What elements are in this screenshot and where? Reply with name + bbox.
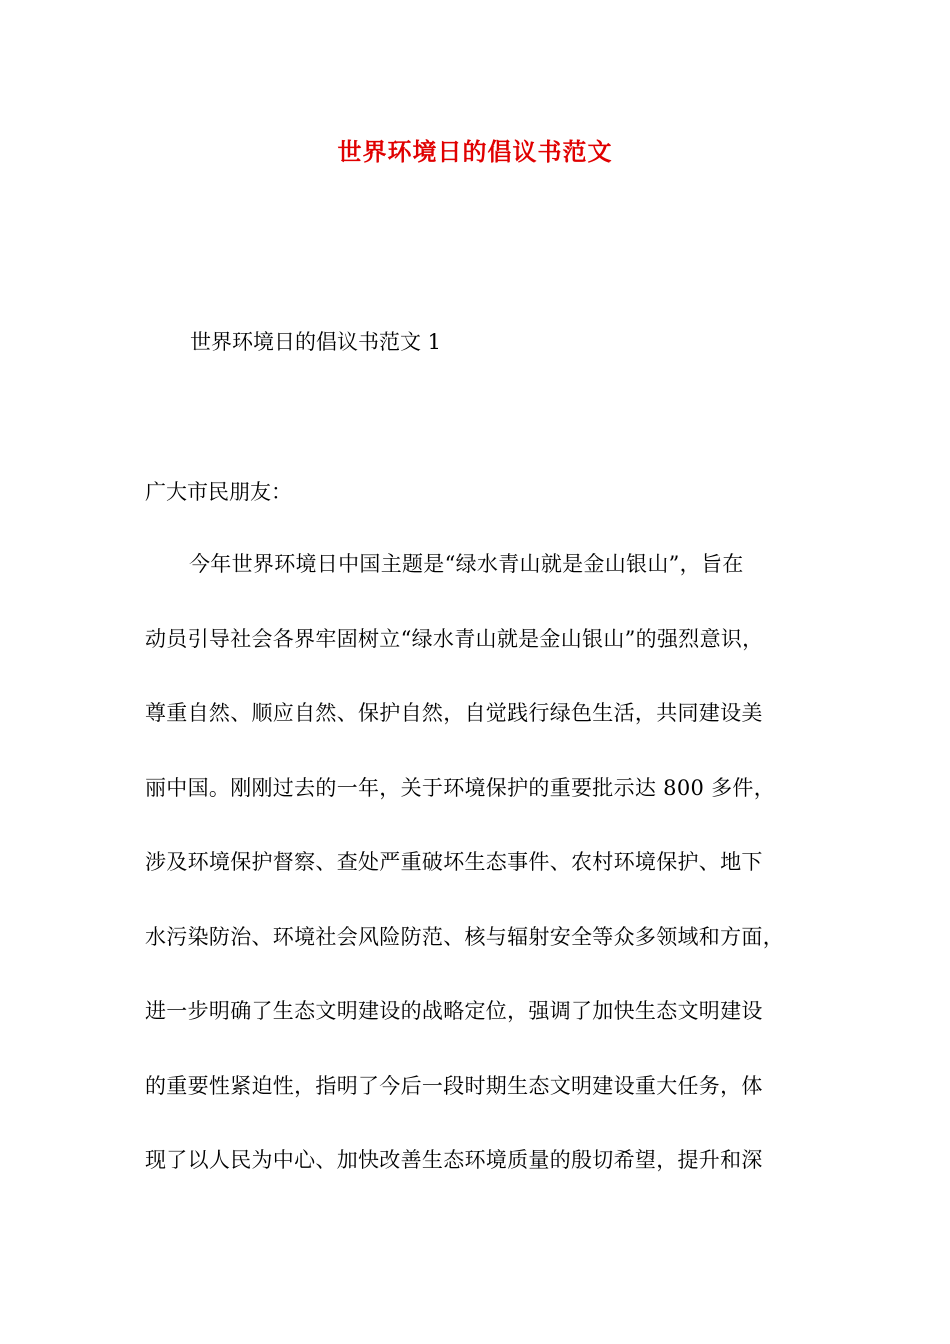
salutation: 广大市民朋友： — [145, 480, 292, 504]
paragraph-line: 进一步明确了生态文明建设的战略定位，强调了加快生态文明建设 — [145, 999, 763, 1023]
paragraph-line: 的重要性紧迫性，指明了今后一段时期生态文明建设重大任务，体 — [145, 1073, 763, 1098]
document-title: 世界环境日的倡议书范文 — [337, 137, 613, 166]
paragraph-line: 水污染防治、环境社会风险防范、核与辐射安全等众多领域和方面， — [145, 924, 784, 949]
paragraph-line: 动员引导社会各界牢固树立“绿水青山就是金山银山”的强烈意识， — [145, 626, 764, 651]
paragraph-line: 今年世界环境日中国主题是“绿水青山就是金山银山”，旨在 — [189, 552, 744, 576]
paragraph-line: 现了以人民为中心、加快改善生态环境质量的殷切希望，提升和深 — [145, 1148, 763, 1172]
paragraph-line: 丽中国。刚刚过去的一年，关于环境保护的重要批示达 800 多件， — [145, 775, 776, 800]
paragraph-line: 尊重自然、顺应自然、保护自然，自觉践行绿色生活，共同建设美 — [145, 701, 763, 725]
body-paragraph — [145, 544, 825, 1215]
section-heading: 世界环境日的倡议书范文 1 — [190, 330, 442, 354]
paragraph-line: 涉及环境保护督察、查处严重破坏生态事件、农村环境保护、地下 — [145, 850, 763, 874]
